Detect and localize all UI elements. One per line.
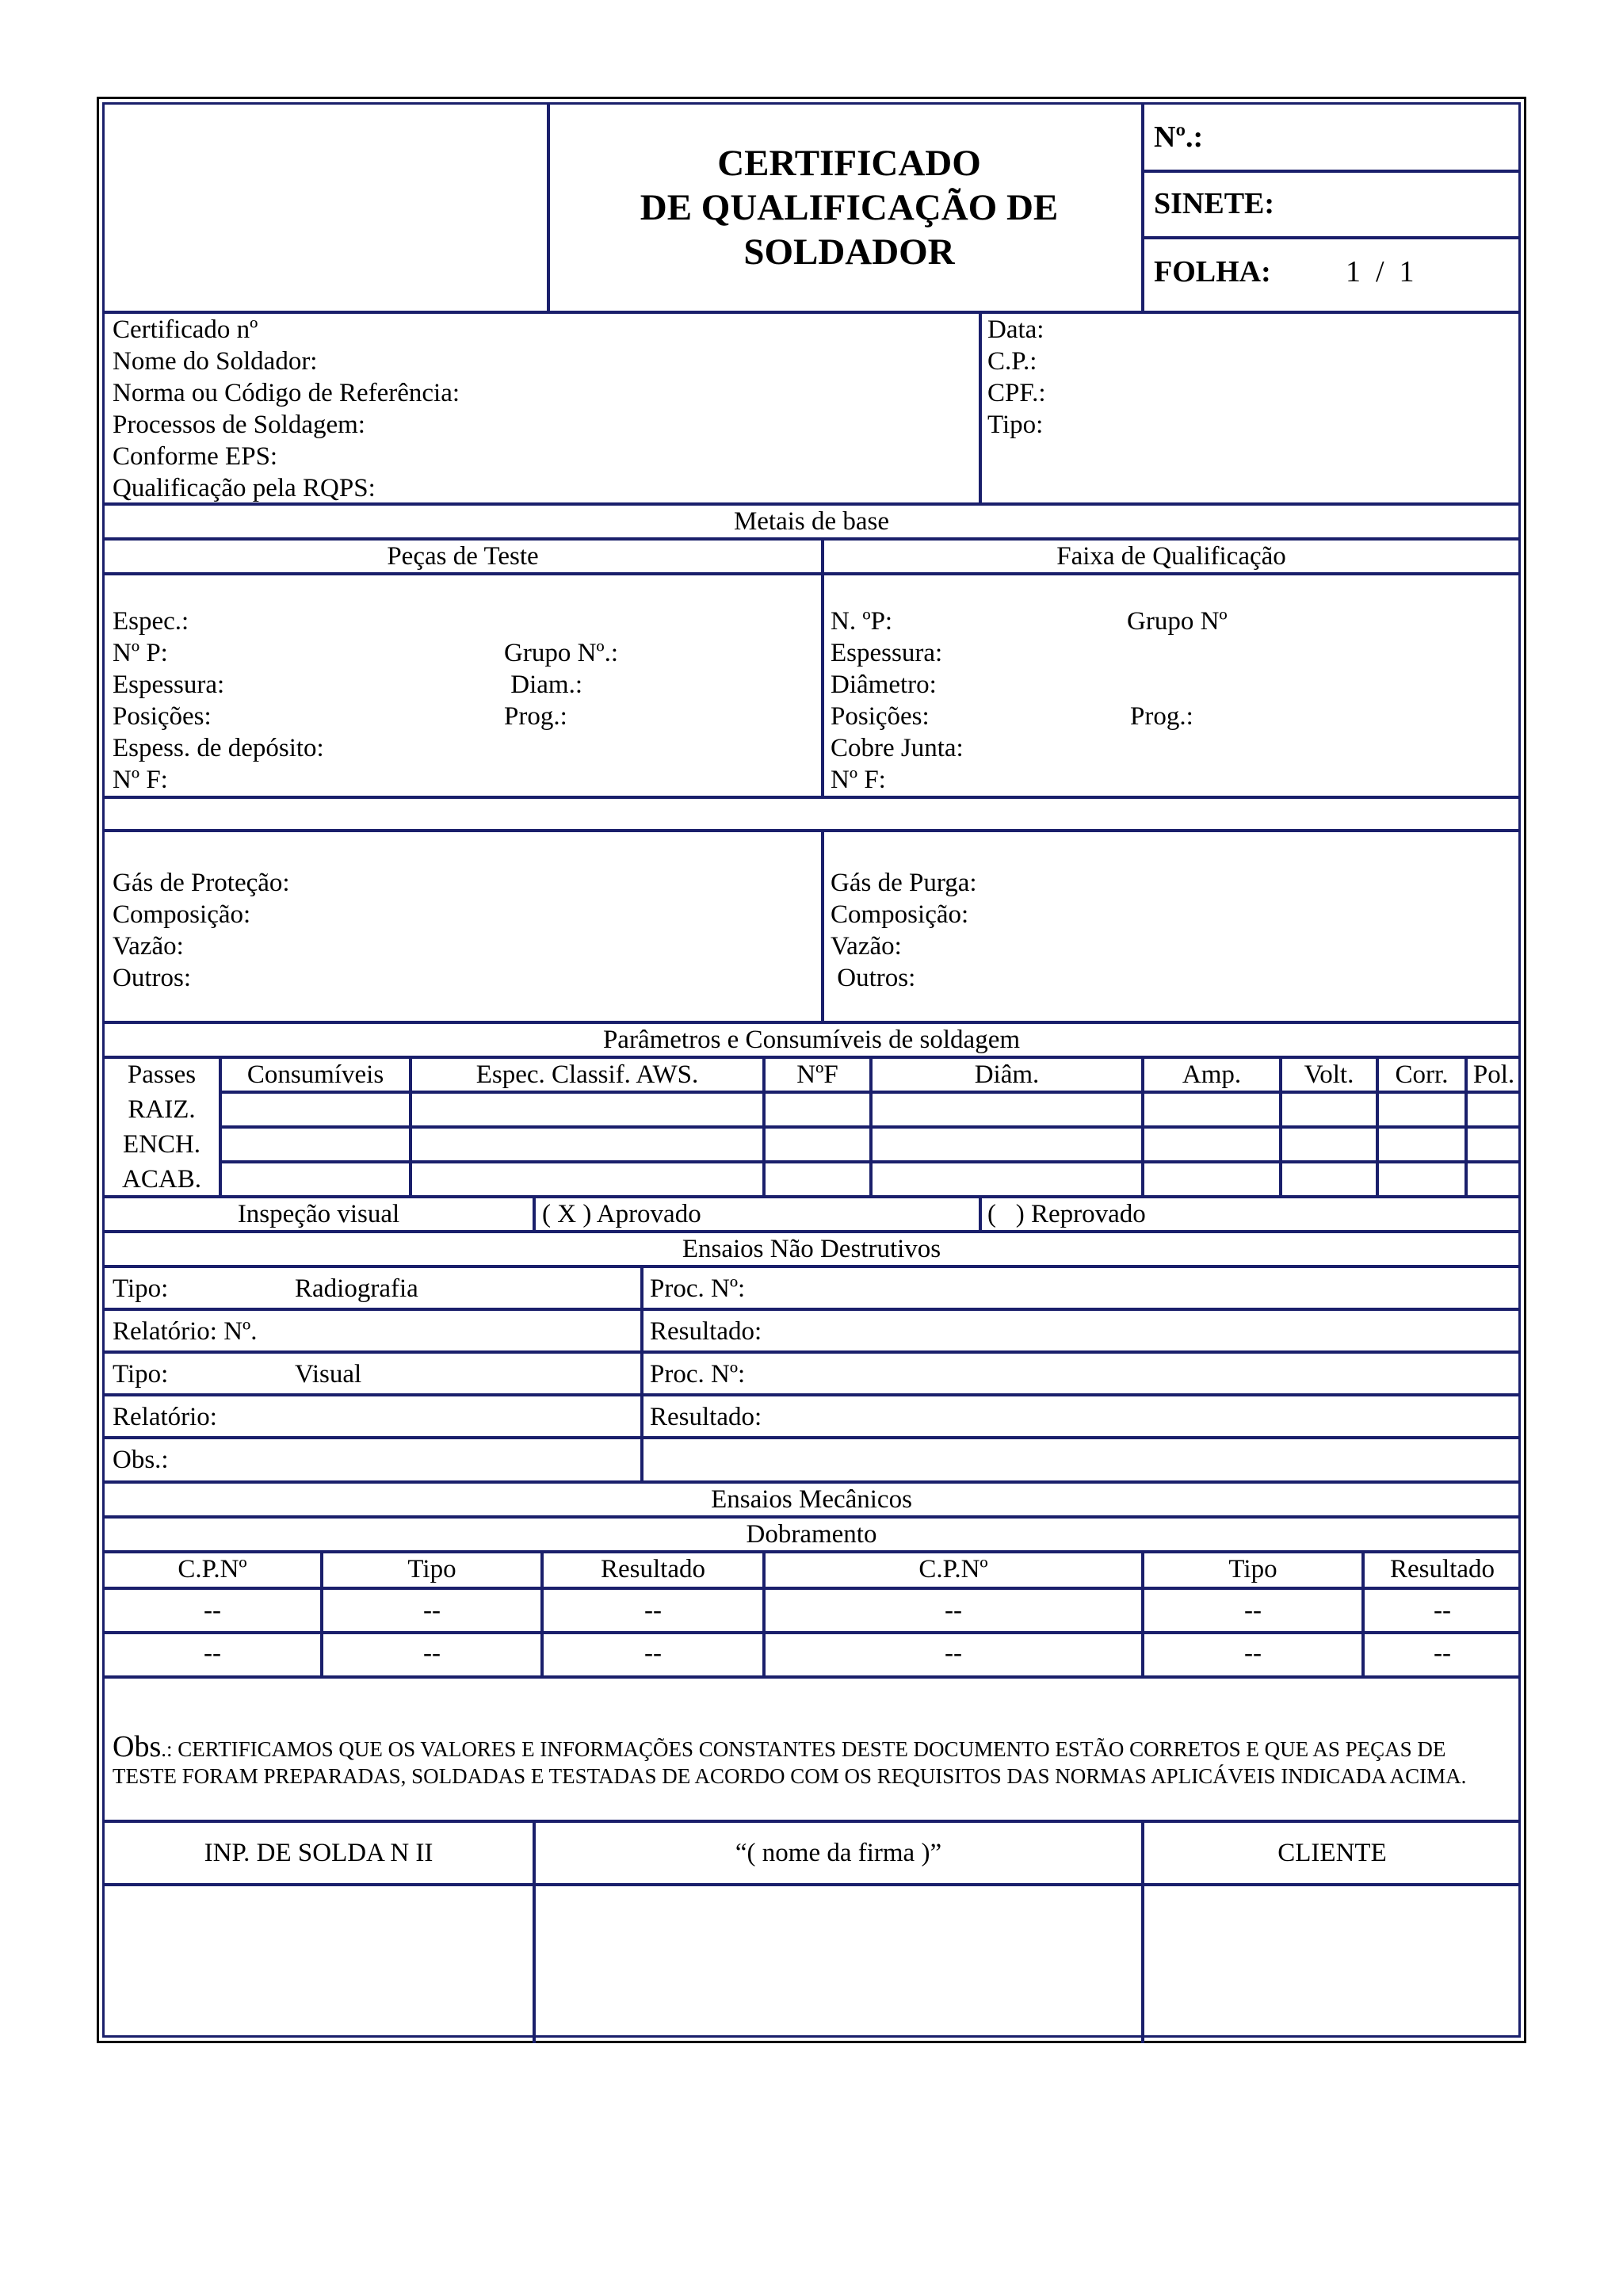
ndt-row-divider-2 — [105, 1350, 1518, 1354]
divider-observation-bottom — [105, 1820, 1518, 1823]
ndt-tipo-label-1: Tipo: — [113, 1274, 169, 1303]
base-metals-title: Metais de base — [733, 507, 890, 536]
field-espec: Espec.: — [113, 607, 189, 636]
field-purga-vazao: Vazão: — [831, 932, 902, 961]
mech-row2-cell5: -- — [1244, 1639, 1262, 1668]
mech-row1-cell1: -- — [204, 1596, 221, 1625]
params-header-consumiveis: Consumíveis — [246, 1060, 384, 1089]
observation-block — [113, 1730, 1510, 1790]
ndt-proc-1: Proc. Nº: — [650, 1274, 746, 1303]
mech-row1-cell6: -- — [1434, 1596, 1451, 1625]
ndt-row-divider-3 — [105, 1393, 1518, 1396]
field-faixa-nf: Nº F: — [831, 766, 886, 794]
field-cp: C.P.: — [987, 347, 1037, 376]
title-line-1: CERTIFICADO — [717, 143, 981, 184]
divider-base-bottom — [105, 796, 1518, 799]
ndt-obs: Obs.: — [113, 1446, 169, 1474]
signature-client-area[interactable] — [1144, 1886, 1520, 2037]
inspection-visual-label: Inspeção visual — [237, 1200, 400, 1228]
gas-divider — [821, 829, 824, 1021]
sinete-label: SINETE: — [1154, 187, 1275, 220]
ndt-tipo-label-2: Tipo: — [113, 1360, 169, 1389]
field-faixa-np: N. ºP: — [831, 607, 893, 636]
signature-company-area[interactable] — [536, 1886, 1141, 2037]
divider-blank-row — [105, 829, 1518, 832]
ndt-resultado-1: Resultado: — [650, 1317, 762, 1346]
params-header-amp: Amp. — [1182, 1060, 1242, 1089]
field-composicao: Composição: — [113, 900, 251, 929]
observation-label: Obs — [113, 1730, 162, 1763]
mech-row2-cell3: -- — [644, 1639, 662, 1668]
mech-row2-cell6: -- — [1434, 1639, 1451, 1668]
folha-value: 1 / 1 — [1346, 255, 1415, 288]
title-line-2: DE QUALIFICAÇÃO DE — [640, 187, 1059, 228]
field-espessura: Espessura: — [113, 670, 225, 699]
signature-inspector-area[interactable] — [105, 1886, 533, 2037]
mech-row1-cell3: -- — [644, 1596, 662, 1625]
field-nf: Nº F: — [113, 766, 168, 794]
inspection-aprovado: ( X ) Aprovado — [542, 1200, 701, 1228]
params-title: Parâmetros e Consumíveis de soldagem — [602, 1026, 1021, 1054]
params-header-nf: NºF — [796, 1060, 838, 1089]
signature-company-label: “( nome da firma )” — [735, 1839, 942, 1867]
ndt-row-divider-4 — [105, 1436, 1518, 1439]
params-header-passes: Passes — [127, 1060, 197, 1089]
mech-row1-cell4: -- — [945, 1596, 962, 1625]
field-processos: Processos de Soldagem: — [113, 411, 365, 439]
mech-header-cp-1: C.P.Nº — [178, 1555, 247, 1584]
field-purga-composicao: Composição: — [831, 900, 969, 929]
pecas-teste-fields-2 — [504, 637, 618, 732]
params-row-acab: ACAB. — [122, 1165, 201, 1194]
field-faixa-diametro: Diâmetro: — [831, 670, 937, 699]
observation-text: .: CERTIFICAMOS QUE OS VALORES E INFORMAÇÕES CONSTANTES DESTE DOCUMENTO ESTÃO CORRETOS E QUE AS PEÇAS DE TESTE FORAM PREPARADAS, SOLDADAS E TESTADAS DE ACORDO COM OS REQUISITOS DAS NORMAS APLICÁVEIS INDICADA ACIMA. — [113, 1737, 1467, 1788]
field-espess-deposito: Espess. de depósito: — [113, 734, 324, 762]
field-outros: Outros: — [113, 964, 191, 992]
gas-purga-fields — [831, 867, 977, 994]
mech-header-resultado-1: Resultado — [601, 1555, 705, 1584]
mech-row1-cell5: -- — [1244, 1596, 1262, 1625]
field-eps: Conforme EPS: — [113, 442, 278, 471]
mech-row1-cell2: -- — [423, 1596, 441, 1625]
params-row-divider-3 — [219, 1160, 1518, 1163]
field-np: Nº P: — [113, 639, 168, 667]
params-header-diam: Diâm. — [974, 1060, 1040, 1089]
page-title — [550, 141, 1148, 274]
field-faixa-espessura: Espessura: — [831, 639, 943, 667]
params-row-divider-1 — [219, 1091, 1518, 1094]
params-header-volt: Volt. — [1304, 1060, 1354, 1089]
certificate-form — [97, 97, 1526, 2043]
inspection-divider-2 — [979, 1195, 982, 1230]
field-rqps: Qualificação pela RQPS: — [113, 474, 376, 502]
general-right-fields — [987, 314, 1046, 441]
ndt-tipo-radiografia: Radiografia — [295, 1274, 418, 1303]
ndt-resultado-2: Resultado: — [650, 1403, 762, 1431]
divider-ndt-title — [105, 1265, 1518, 1268]
field-purga-outros: Outros: — [831, 964, 916, 992]
field-cpf: CPF.: — [987, 379, 1046, 407]
gas-protecao-fields — [113, 867, 290, 994]
base-metals-divider — [821, 537, 824, 796]
params-row-divider-2 — [219, 1125, 1518, 1129]
field-grupo: Grupo Nº.: — [504, 639, 619, 667]
field-certificado: Certificado nº — [113, 315, 258, 344]
header-divider-numero — [1141, 170, 1518, 173]
params-row-ench: ENCH. — [122, 1130, 201, 1159]
numero-label: Nº.: — [1154, 120, 1204, 154]
field-gas-protecao: Gás de Proteção: — [113, 869, 290, 897]
dobramento-title: Dobramento — [746, 1520, 877, 1549]
field-vazao: Vazão: — [113, 932, 184, 961]
params-header-corr: Corr. — [1395, 1060, 1449, 1089]
field-faixa-cobre-junta: Cobre Junta: — [831, 734, 964, 762]
header-divider-sinete — [1141, 236, 1518, 239]
field-norma: Norma ou Código de Referência: — [113, 379, 460, 407]
field-diam: Diam.: — [504, 670, 582, 699]
folha-label: FOLHA: — [1154, 255, 1271, 288]
pecas-teste-fields — [113, 606, 324, 796]
ndt-relatorio-1: Relatório: Nº. — [113, 1317, 258, 1346]
mech-row-divider-1 — [105, 1587, 1518, 1590]
faixa-qualificacao-header: Faixa de Qualificação — [1056, 542, 1286, 571]
field-faixa-grupo: Grupo Nº — [1127, 607, 1228, 636]
params-row-raiz: RAIZ. — [128, 1095, 196, 1124]
mech-header-resultado-2: Resultado — [1390, 1555, 1495, 1584]
mech-row-divider-2 — [105, 1631, 1518, 1634]
pecas-teste-header: Peças de Teste — [387, 542, 539, 571]
ndt-title: Ensaios Não Destrutivos — [682, 1235, 941, 1263]
inspection-reprovado: ( ) Reprovado — [987, 1200, 1146, 1228]
field-tipo: Tipo: — [987, 411, 1044, 439]
field-faixa-prog: Prog.: — [1130, 702, 1193, 731]
signature-inspector-label: INP. DE SOLDA N II — [204, 1839, 433, 1867]
divider-mechanical-bottom — [105, 1675, 1518, 1679]
mech-row2-cell2: -- — [423, 1639, 441, 1668]
mech-row2-cell4: -- — [945, 1639, 962, 1668]
field-data: Data: — [987, 315, 1044, 344]
title-line-3: SOLDADOR — [743, 231, 955, 273]
mechanical-title: Ensaios Mecânicos — [711, 1485, 912, 1514]
ndt-proc-2: Proc. Nº: — [650, 1360, 746, 1389]
divider-base-subheaders — [105, 572, 1518, 575]
params-header-pol: Pol. — [1472, 1060, 1515, 1089]
certificate-inner-frame — [102, 102, 1521, 2038]
inspection-divider-1 — [533, 1195, 536, 1230]
ndt-divider — [640, 1265, 643, 1480]
ndt-tipo-visual: Visual — [295, 1360, 362, 1389]
general-divider — [979, 311, 982, 502]
faixa-fields — [831, 606, 964, 796]
field-nome-soldador: Nome do Soldador: — [113, 347, 318, 376]
params-header-espec-aws: Espec. Classif. AWS. — [475, 1060, 699, 1089]
mech-header-cp-2: C.P.Nº — [918, 1555, 988, 1584]
field-prog: Prog.: — [504, 702, 567, 731]
field-gas-purga: Gás de Purga: — [831, 869, 977, 897]
general-left-fields — [113, 314, 460, 504]
ndt-relatorio-2: Relatório: — [113, 1403, 217, 1431]
mech-header-tipo-1: Tipo — [407, 1555, 456, 1584]
mech-header-tipo-2: Tipo — [1228, 1555, 1277, 1584]
field-posicoes: Posições: — [113, 702, 212, 731]
signature-client-label: CLIENTE — [1277, 1839, 1387, 1867]
ndt-row-divider-1 — [105, 1308, 1518, 1311]
mech-row2-cell1: -- — [204, 1639, 221, 1668]
field-faixa-posicoes: Posições: — [831, 702, 930, 731]
